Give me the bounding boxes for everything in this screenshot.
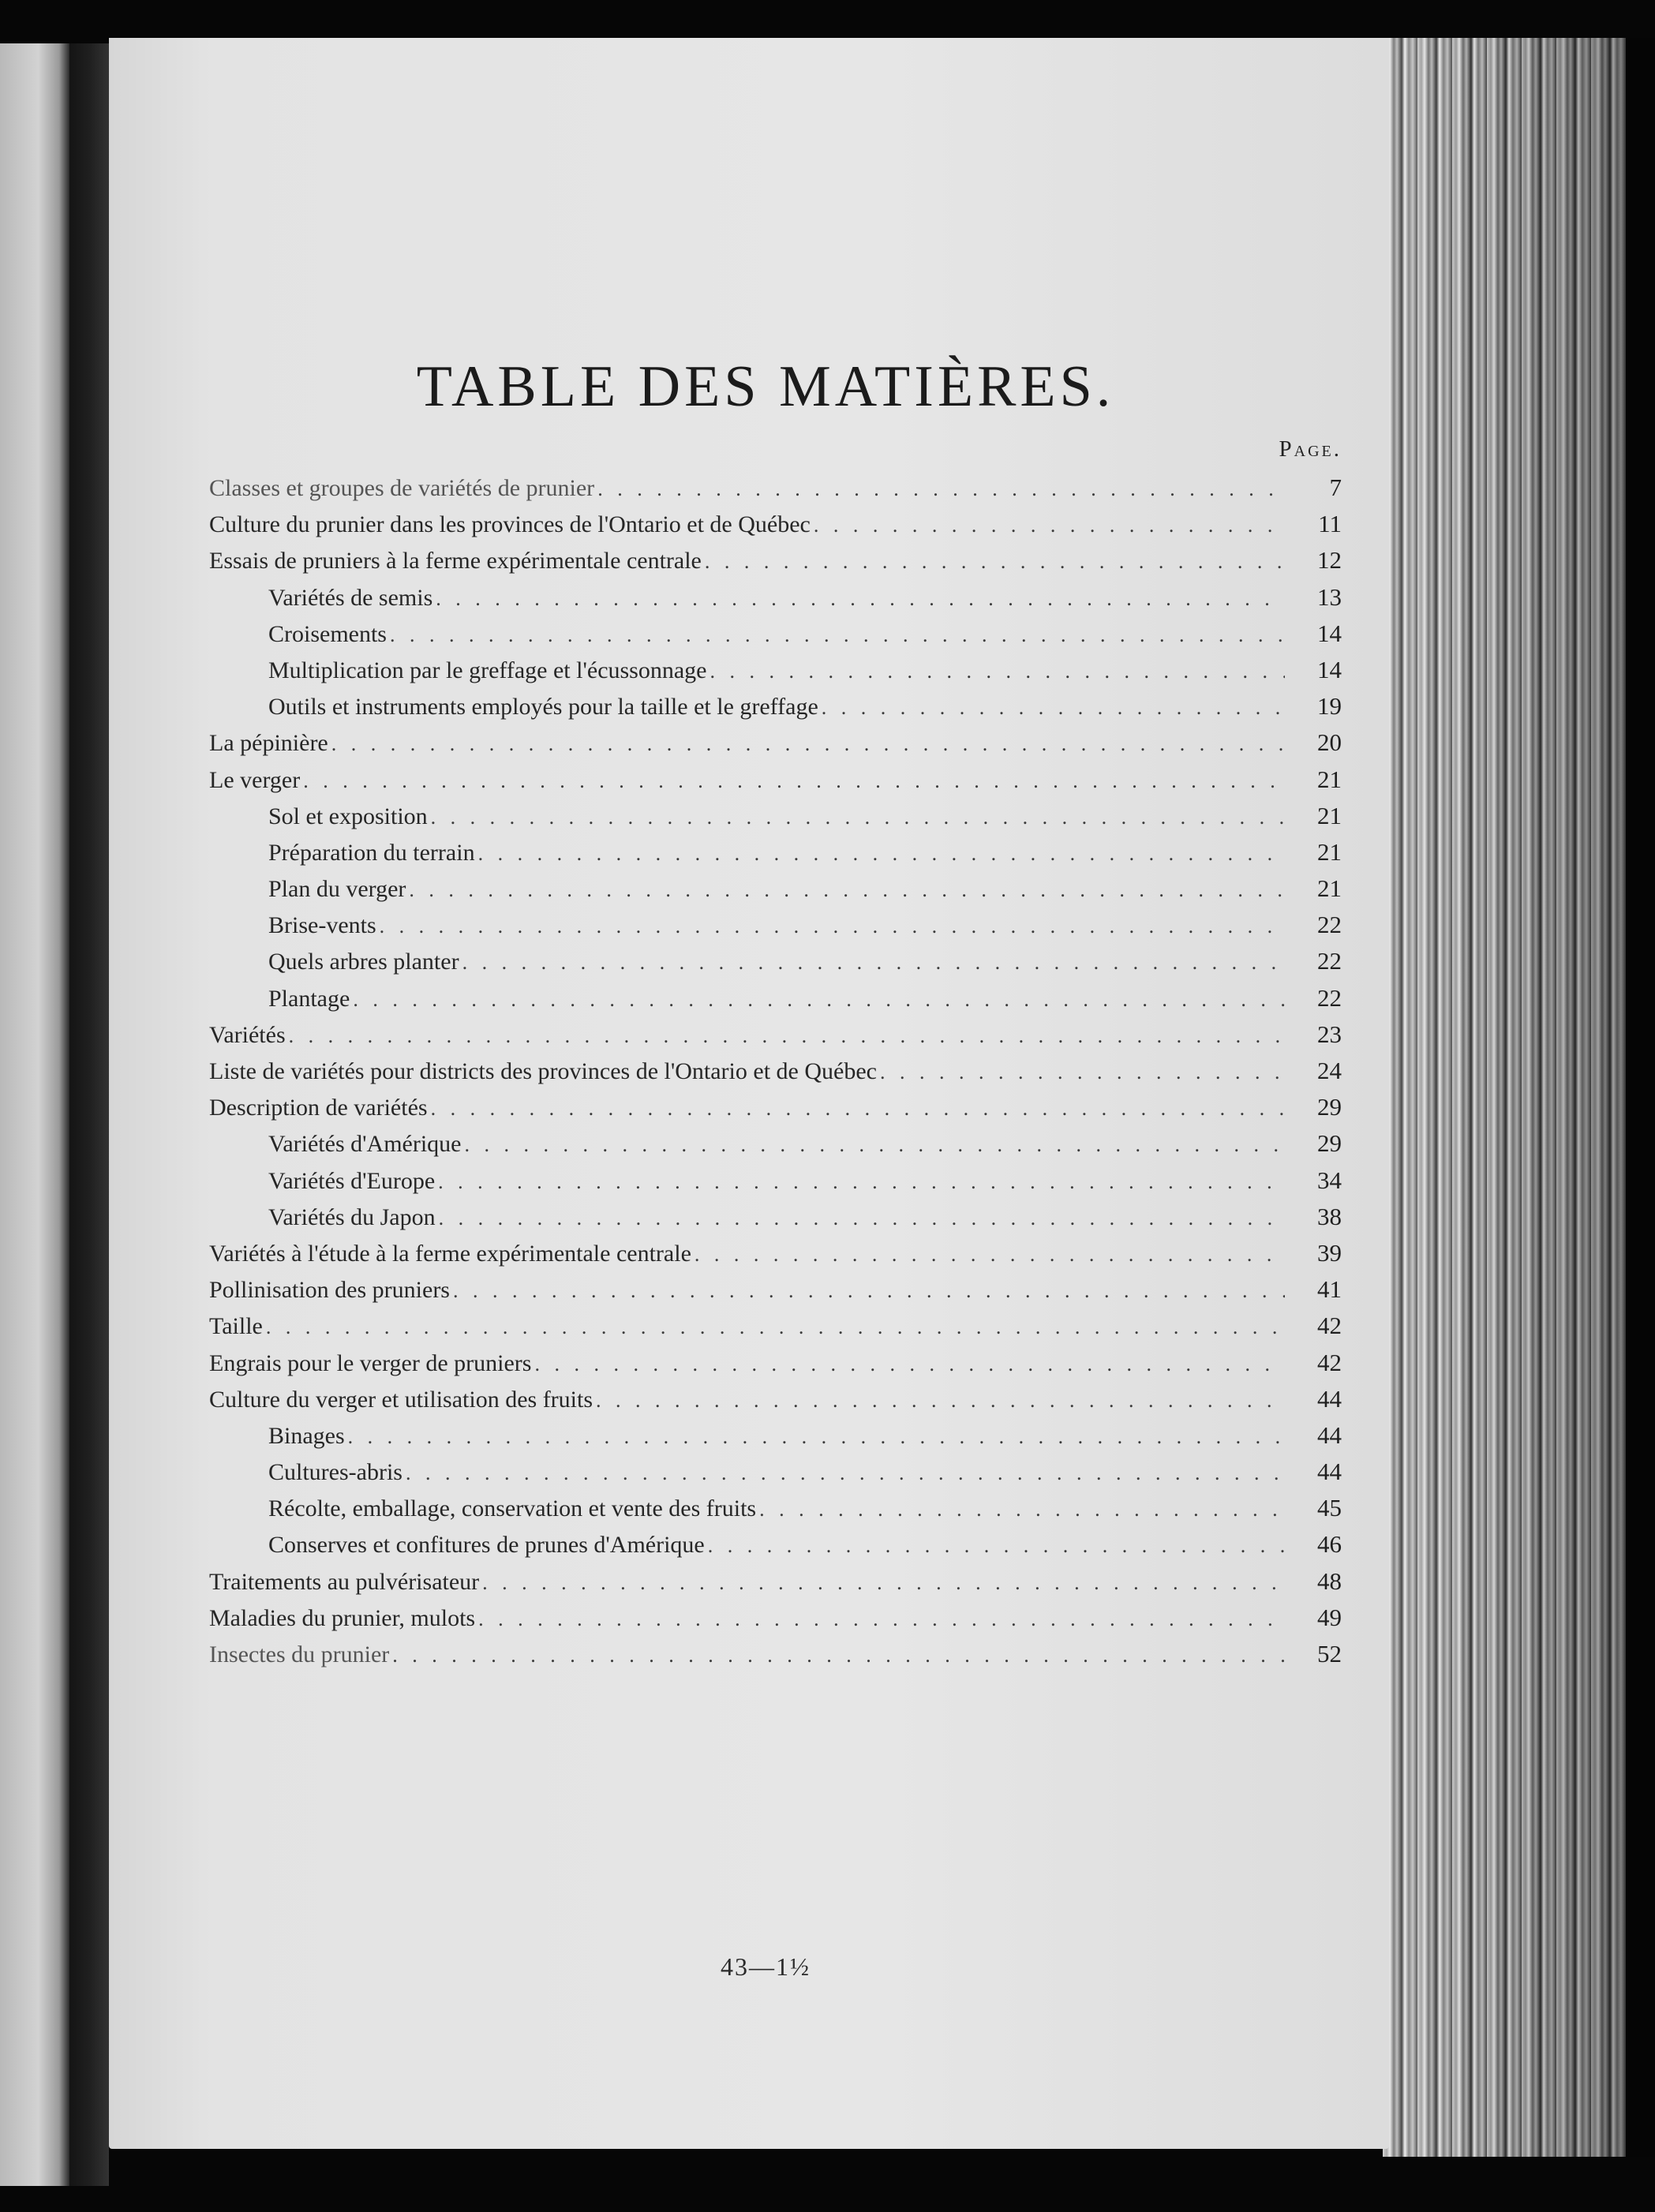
dot-leader <box>453 1279 1285 1303</box>
toc-entry-title: Plantage <box>268 985 350 1012</box>
toc-entry <box>209 1020 1342 1057</box>
toc-entry-title: Sol et exposition <box>268 803 428 829</box>
toc-entry-page: 38 <box>1317 1202 1342 1230</box>
toc-entry <box>209 1530 1342 1566</box>
toc-entry-title: Maladies du prunier, mulots <box>209 1604 476 1631</box>
toc-entry <box>209 911 1342 947</box>
toc-entry-page: 44 <box>1317 1458 1342 1486</box>
toc-entry-page: 34 <box>1317 1166 1342 1194</box>
toc-entry-title: La pépinière <box>209 730 328 757</box>
toc-entry-title: Préparation du terrain <box>268 839 475 866</box>
toc-entry-page: 7 <box>1329 473 1342 501</box>
toc-entry-page: 21 <box>1317 801 1342 829</box>
toc-entry-title: Récolte, emballage, conservation et vente des fruits <box>268 1495 757 1522</box>
dot-leader <box>597 477 1285 501</box>
toc-entry-title: Traitements au pulvérisateur <box>209 1568 480 1595</box>
toc-entry-title: Classes et groupes de variétés de prunier <box>209 475 595 501</box>
dot-leader <box>331 732 1285 756</box>
dot-leader <box>596 1389 1285 1413</box>
dot-leader <box>534 1353 1285 1376</box>
dot-leader <box>353 988 1285 1012</box>
toc-entry-page: 23 <box>1317 1020 1342 1048</box>
toc-entry <box>209 1312 1342 1348</box>
toc-entry <box>209 984 1342 1020</box>
toc-entry <box>209 1567 1342 1604</box>
toc-entry-page: 41 <box>1317 1275 1342 1304</box>
toc-entry <box>209 1349 1342 1385</box>
toc-entry-page: 42 <box>1317 1348 1342 1376</box>
toc-entry <box>209 838 1342 874</box>
toc-entry-title: Brise-vents <box>268 912 376 939</box>
toc-entry-page: 22 <box>1317 983 1342 1012</box>
toc-entry <box>209 1604 1342 1640</box>
toc-entry-page: 52 <box>1317 1640 1342 1667</box>
toc-entry-title: Description de variétés <box>209 1095 428 1121</box>
dot-leader <box>380 915 1285 938</box>
toc-entry <box>209 765 1342 802</box>
toc-entry <box>209 473 1342 510</box>
dot-leader <box>390 623 1285 647</box>
dot-leader <box>438 1170 1285 1194</box>
page-block-edges <box>1383 38 1626 2157</box>
right-shadow <box>1626 38 1655 2157</box>
dot-leader <box>431 1097 1285 1121</box>
page-column-label: Page. <box>1279 436 1342 462</box>
toc-entry-page: 24 <box>1317 1057 1342 1084</box>
toc-entry-page: 42 <box>1317 1312 1342 1340</box>
toc-entry-title: Variétés à l'étude à la ferme expérimentale centrale <box>209 1240 691 1267</box>
dot-leader <box>436 587 1285 611</box>
toc-entry-title: Outils et instruments employés pour la taille et le greffage <box>268 694 818 720</box>
toc-entry <box>209 546 1342 582</box>
toc-entry-page: 11 <box>1318 510 1342 538</box>
toc-entry <box>209 1129 1342 1166</box>
toc-entry <box>209 656 1342 692</box>
toc-entry-page: 13 <box>1317 582 1342 611</box>
toc-entry-title: Insectes du prunier <box>209 1641 390 1667</box>
toc-entry-title: Variétés du Japon <box>268 1203 436 1230</box>
toc-entry-page: 39 <box>1317 1238 1342 1267</box>
toc-entry <box>209 1385 1342 1421</box>
toc-entry <box>209 1494 1342 1530</box>
dot-leader <box>695 1243 1285 1267</box>
toc-entry-page: 22 <box>1317 947 1342 975</box>
dot-leader <box>439 1207 1285 1230</box>
toc-entry-title: Multiplication par le greffage et l'écussonnage <box>268 657 707 683</box>
toc-entry-page: 29 <box>1317 1093 1342 1121</box>
dot-leader <box>406 1462 1285 1485</box>
toc-entry <box>209 802 1342 838</box>
toc-entry <box>209 1421 1342 1458</box>
dot-leader <box>708 1534 1285 1558</box>
dot-leader <box>482 1571 1285 1595</box>
toc-entry-title: Quels arbres planter <box>268 949 459 975</box>
dot-leader <box>409 878 1285 902</box>
toc-entry-title: Variétés d'Europe <box>268 1167 436 1194</box>
toc-entry <box>209 1093 1342 1129</box>
toc-entry-page: 44 <box>1317 1384 1342 1413</box>
dot-leader <box>814 514 1285 537</box>
toc-entry-page: 21 <box>1317 874 1342 903</box>
facing-page-edge <box>0 43 69 2186</box>
toc-entry-title: Binages <box>268 1422 345 1449</box>
dot-leader <box>710 660 1285 683</box>
toc-entry-title: Variétés <box>209 1021 286 1048</box>
book-gutter <box>69 43 109 2186</box>
toc-entry-title: Engrais pour le verger de pruniers <box>209 1349 532 1376</box>
toc-entry-title: Croisements <box>268 620 387 647</box>
toc-entry-page: 14 <box>1317 619 1342 647</box>
toc-entry-title: Culture du prunier dans les provinces de l'Ontario et de Québec <box>209 511 811 538</box>
dot-leader <box>478 842 1285 866</box>
toc-entry <box>209 1458 1342 1494</box>
toc-entry-title: Taille <box>209 1313 263 1340</box>
toc-entry-page: 29 <box>1317 1129 1342 1158</box>
toc-entry <box>209 728 1342 765</box>
dot-leader <box>431 806 1285 829</box>
toc-entry-page: 21 <box>1317 837 1342 866</box>
toc-entry-page: 44 <box>1317 1420 1342 1449</box>
toc-entry <box>209 947 1342 983</box>
dot-leader <box>348 1425 1285 1449</box>
dot-leader <box>289 1024 1285 1048</box>
toc-entry-page: 21 <box>1317 765 1342 793</box>
toc-entry-title: Le verger <box>209 766 301 793</box>
dot-leader <box>462 951 1285 975</box>
toc-entry-page: 20 <box>1317 728 1342 757</box>
dot-leader <box>759 1498 1285 1521</box>
toc-entry-title: Variétés de semis <box>268 584 433 611</box>
table-of-contents <box>209 473 1342 1676</box>
toc-entry-title: Variétés d'Amérique <box>268 1131 462 1158</box>
toc-entry <box>209 1640 1342 1676</box>
dot-leader <box>464 1133 1285 1157</box>
toc-entry-title: Conserves et confitures de prunes d'Amérique <box>268 1532 705 1559</box>
dot-leader <box>478 1608 1285 1631</box>
toc-entry-page: 46 <box>1317 1530 1342 1559</box>
toc-entry-page: 45 <box>1317 1494 1342 1522</box>
document-title: TABLE DES MATIÈRES. <box>416 354 1115 419</box>
dot-leader <box>705 550 1285 574</box>
toc-entry <box>209 1275 1342 1312</box>
toc-entry-title: Pollinisation des pruniers <box>209 1277 450 1304</box>
toc-entry-title: Cultures-abris <box>268 1459 403 1486</box>
toc-entry-title: Essais de pruniers à la ferme expérimentale centrale <box>209 548 702 575</box>
toc-entry-title: Plan du verger <box>268 876 406 903</box>
dot-leader <box>822 696 1285 720</box>
toc-entry-title: Liste de variétés pour districts des provinces de l'Ontario et de Québec <box>209 1058 877 1084</box>
toc-entry <box>209 1239 1342 1275</box>
toc-entry-page: 19 <box>1317 692 1342 720</box>
toc-entry <box>209 510 1342 546</box>
toc-entry <box>209 1057 1342 1093</box>
folio: 43—1½ <box>721 1952 811 1981</box>
toc-entry <box>209 692 1342 728</box>
dot-leader <box>266 1316 1285 1339</box>
toc-entry <box>209 583 1342 619</box>
toc-entry-page: 22 <box>1317 911 1342 939</box>
dot-leader <box>880 1061 1285 1084</box>
toc-entry-page: 49 <box>1317 1603 1342 1631</box>
toc-entry-page: 48 <box>1317 1566 1342 1595</box>
toc-entry-page: 12 <box>1317 546 1342 575</box>
toc-entry <box>209 874 1342 911</box>
toc-entry <box>209 1166 1342 1203</box>
toc-entry <box>209 619 1342 656</box>
toc-entry-title: Culture du verger et utilisation des fruits <box>209 1386 593 1413</box>
dot-leader <box>392 1644 1285 1667</box>
toc-entry <box>209 1203 1342 1239</box>
toc-entry-page: 14 <box>1317 655 1342 683</box>
dot-leader <box>303 769 1285 793</box>
